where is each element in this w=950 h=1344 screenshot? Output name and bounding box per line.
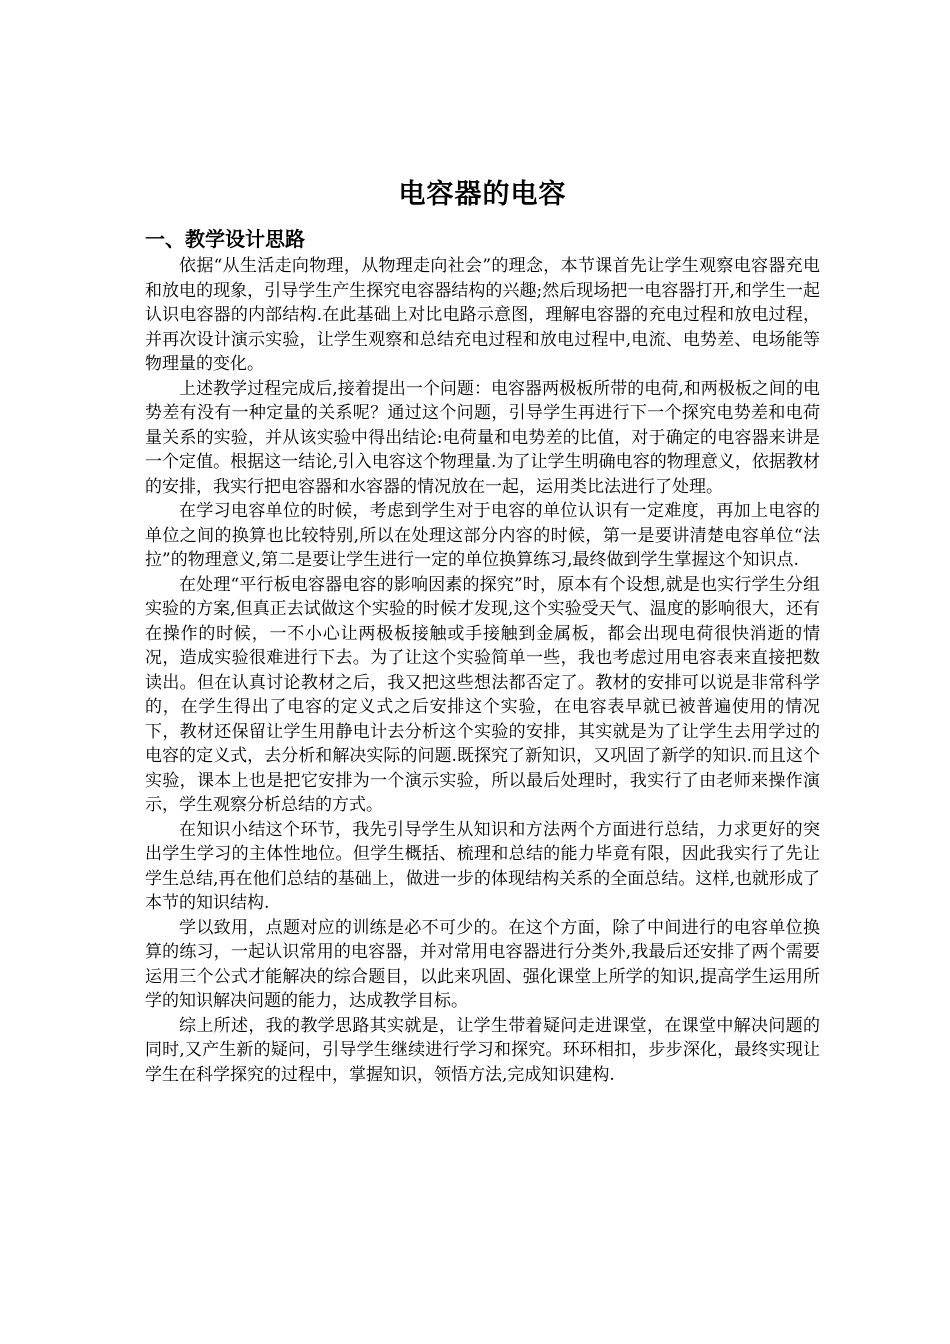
paragraph: 学以致用，点题对应的训练是必不可少的。在这个方面，除了中间进行的电容单位换算的练习，一起认识常用的电容器，并对常用电容器进行分类外,我最后还安排了两个需要运用三个公式才能解决的综合题目，以此来巩固、强化课堂上所学的知识,提高学生运用所学的知识解决问题的能力，达成教学目标。 [145,917,820,1011]
paragraph: 在知识小结这个环节，我先引导学生从知识和方法两个方面进行总结，力求更好的突出学生学习的主体性地位。但学生概括、梳理和总结的能力毕竟有限，因此我实行了先让学生总结,再在他们总结的基础上，做进一步的体现结构关系的全面总结。这样,也就形成了本节的知识结构. [145,819,820,913]
paragraph: 依据“从生活走向物理，从物理走向社会”的理念，本节课首先让学生观察电容器充电和放电的现象，引导学生产生探究电容器结构的兴趣;然后现场把一电容器打开,和学生一起认识电容器的内部结构.在此基础上对比电路示意图，理解电容器的充电过程和放电过程，并再次设计演示实验，让学生观察和总结充电过程和放电过程中,电流、电势差、电场能等物理量的变化。 [145,256,820,374]
paragraph: 上述教学过程完成后,接着提出一个问题：电容器两极板所带的电荷,和两极板之间的电势差有没有一种定量的关系呢？通过这个问题，引导学生再进行下一个探究电势差和电荷量关系的实验，并从该实验中得出结论:电荷量和电势差的比值，对于确定的电容器来讲是一个定值。根据这一结论,引入电容这个物理量.为了让学生明确电容的物理意义，依据教材的安排，我实行把电容器和水容器的情况放在一起，运用类比法进行了处理。 [145,378,820,497]
document-title: 电容器的电容 [398,179,567,210]
paragraph: 综上所述，我的教学思路其实就是，让学生带着疑问走进课堂，在课堂中解决问题的同时,又产生新的疑问，引导学生继续进行学习和探究。环环相扣，步步深化，最终实现让学生在科学探究的过程中，掌握知识，领悟方法,完成知识建构. [145,1015,820,1085]
document-page [145,176,820,1087]
paragraph: 在学习电容单位的时候，考虑到学生对于电容的单位认识有一定难度，再加上电容的单位之间的换算也比较特别,所以在处理这部分内容的时候，第一是要讲清楚电容单位“法拉”的物理意义,第二是要让学生进行一定的单位换算练习,最终做到学生掌握这个知识点. [145,501,820,570]
paragraph: 在处理“平行板电容器电容的影响因素的探究”时，原本有个设想,就是也实行学生分组实验的方案,但真正去试做这个实验的时候才发现,这个实验受天气、温度的影响很大，还有在操作的时候，一不小心让两极板接触或手接触到金属板，都会出现电荷很快消逝的情况，造成实验很难进行下去。为了让这个实验简单一些，我也考虑过用电容表来直接把数读出。但在认真讨论教材之后，我又把这些想法都否定了。教材的安排可以说是非常科学的，在学生得出了电容的定义式之后安排这个实验，在电容表早就已被普遍使用的情况下，教材还保留让学生用静电计去分析这个实验的安排，其实就是为了让学生去用学过的电容的定义式，去分析和解决实际的问题.既探究了新知识，又巩固了新学的知识.而且这个实验，课本上也是把它安排为一个演示实验，所以最后处理时，我实行了由老师来操作演示，学生观察分析总结的方式。 [145,574,820,815]
section-heading: 一、教学设计思路 [145,227,305,251]
